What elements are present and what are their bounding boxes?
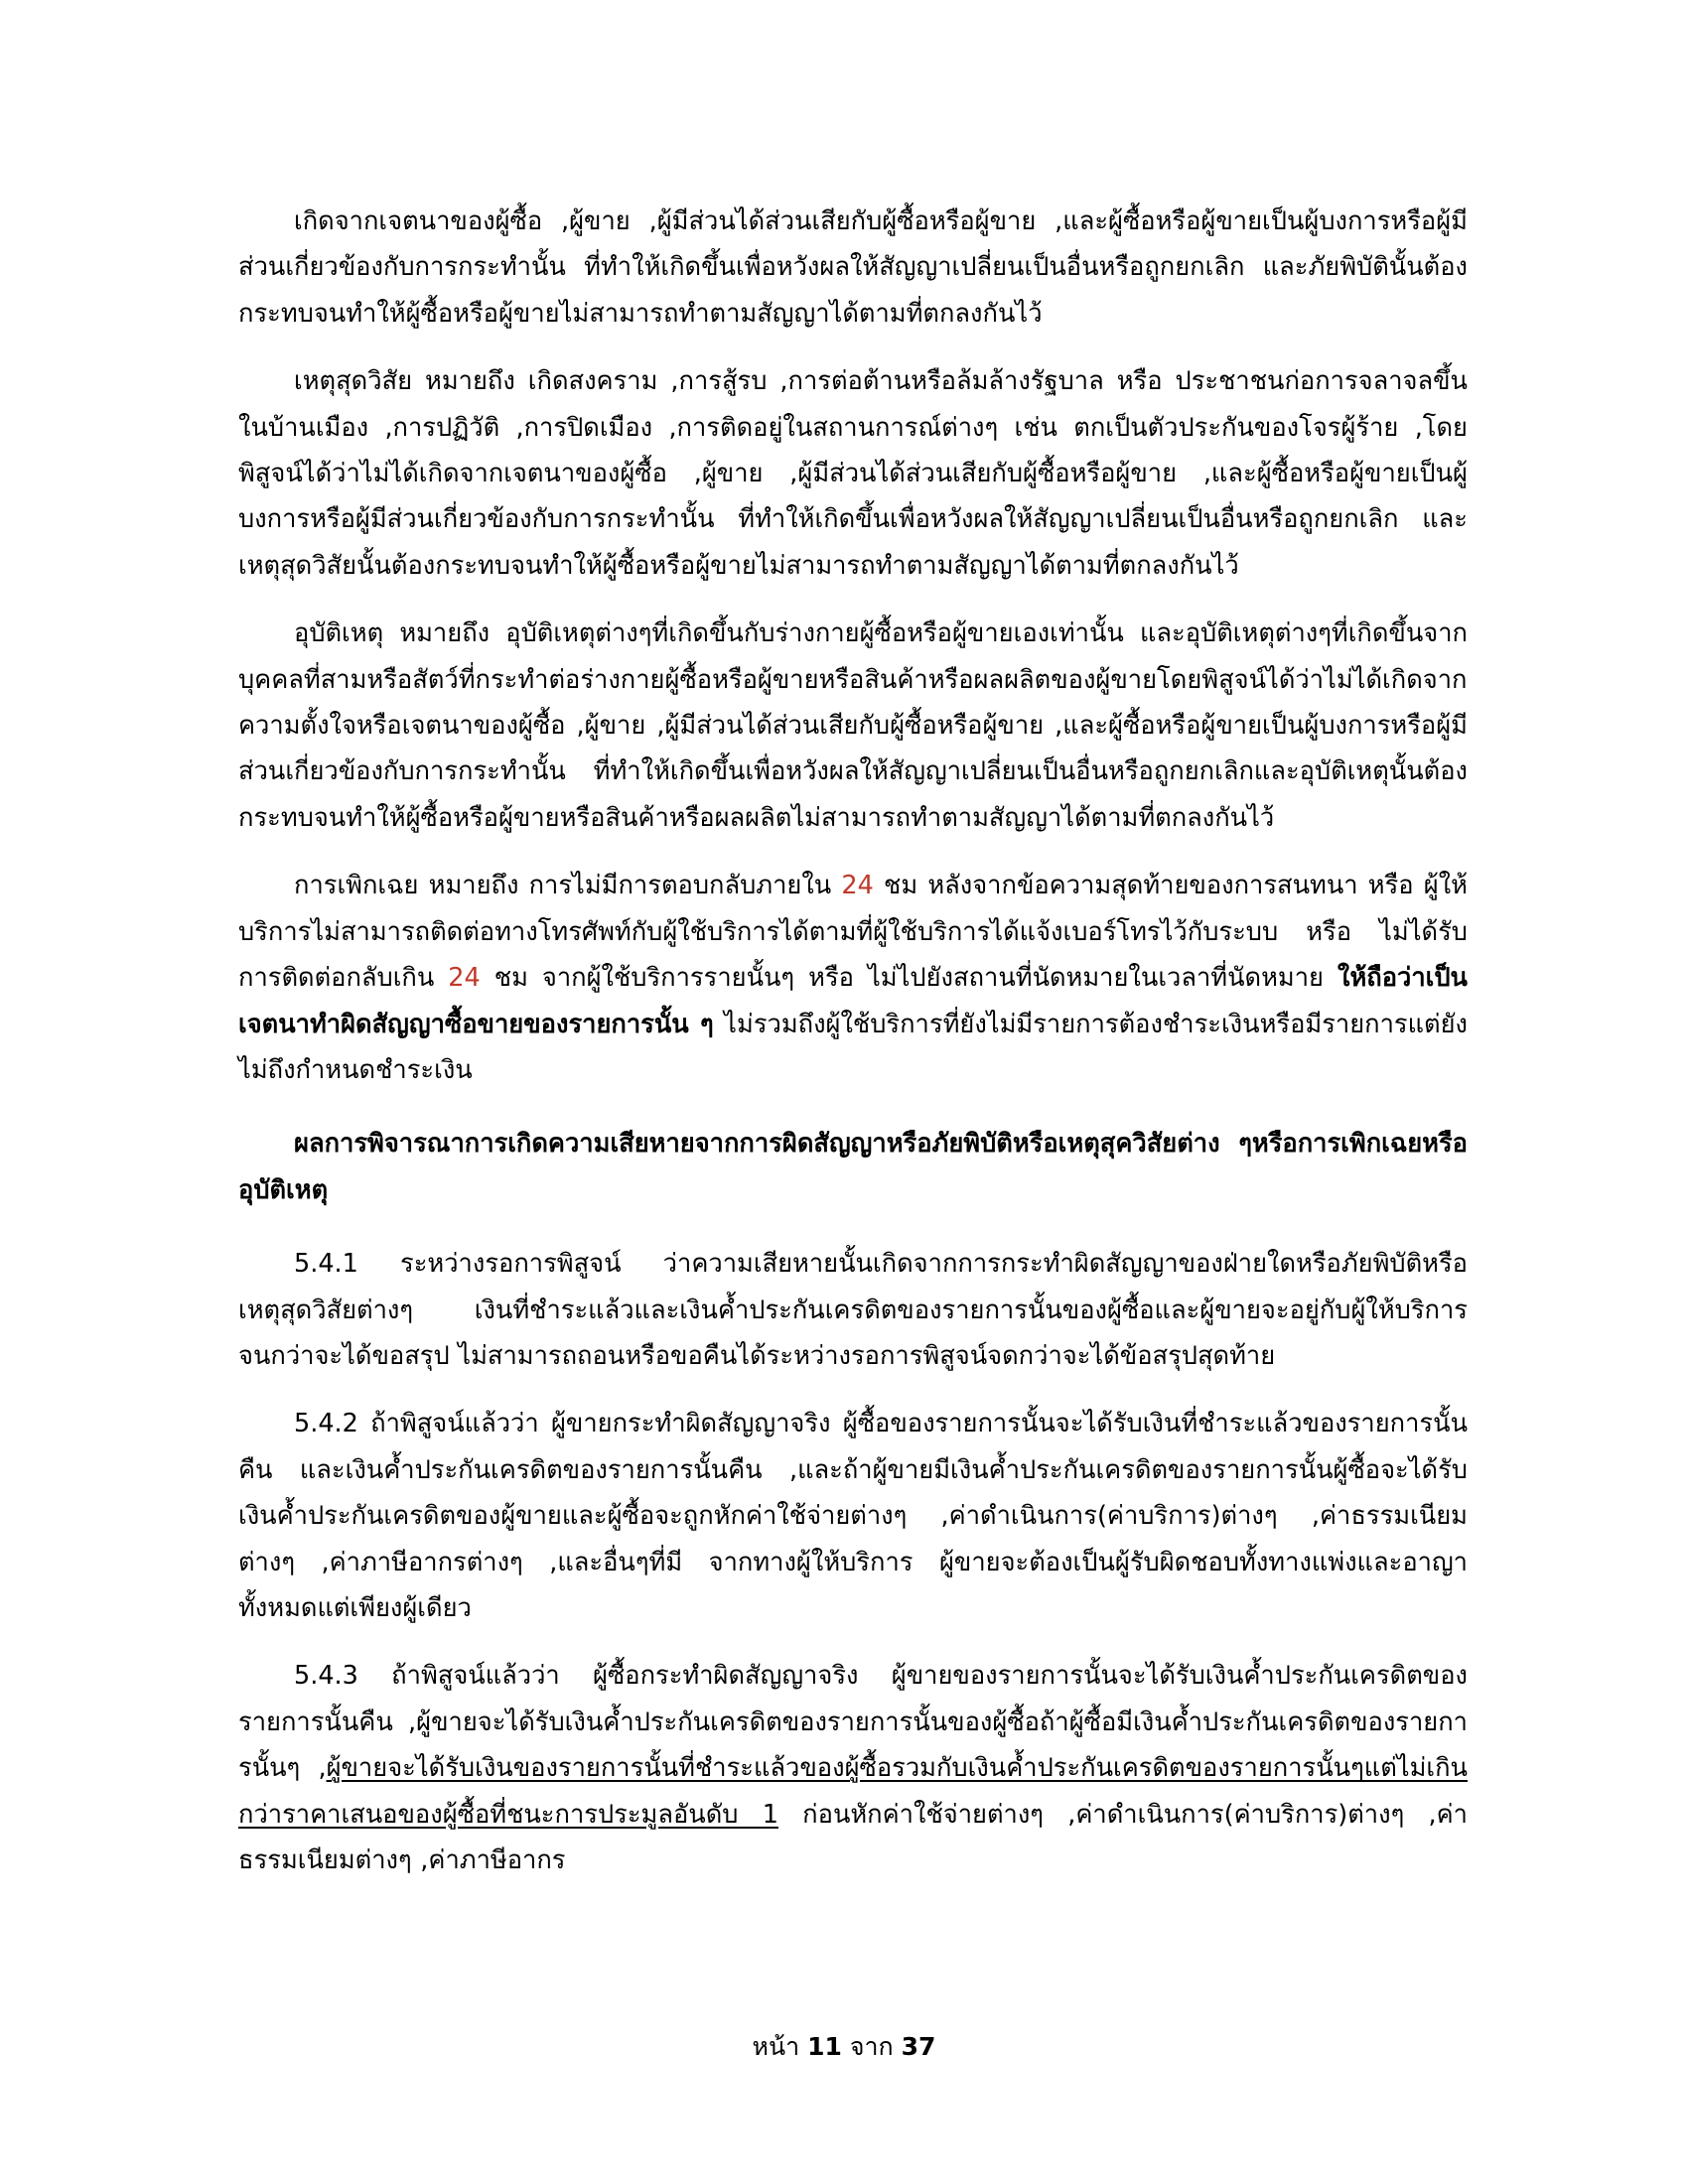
paragraph-accident: อุบัติเหตุ หมายถึง อุบัติเหตุต่างๆที่เกิดขึ้นกับร่างกายผู้ซื้อหรือผู้ขายเองเท่านั้น และอุบัติเหตุต่างๆที่เกิดขึ้นจากบุคคลที่สามหรือสัตว์ที่กระทำต่อร่างกายผู้ซื้อหรือผู้ขายหรือสินค้าหรือผลผลิตของผู้ขายโดยพิสูจน์ได้ว่าไม่ได้เกิดจากความตั้งใจหรือเจตนาของผู้ซื้อ ,ผู้ขาย ,ผู้มีส่วนได้ส่วนเสียกับผู้ซื้อหรือผู้ขาย ,และผู้ซื้อหรือผู้ขายเป็นผู้บงการหรือผู้มีส่วนเกี่ยวข้องกับการกระทำนั้น ที่ทำให้เกิดขึ้นเพื่อหวังผลให้สัญญาเปลี่ยนเป็นอื่นหรือถูกยกเลิกและอุบัติเหตุนั้นต้องกระทบจนทำให้ผู้ซื้อหรือผู้ขายหรือสินค้าหรือผลผลิตไม่สามารถทำตามสัญญาได้ตามที่ตกลงกันไว้ [238,618,1468,833]
page-footer [0,2027,1688,2067]
clause-5-4-3 [238,1653,1468,1883]
paragraph-force-majeure: เหตุสุดวิสัย หมายถึง เกิดสงคราม ,การสู้รบ ,การต่อต้านหรือล้มล้างรัฐบาล หรือ ประชาชนก่อการจลาจลขึ้นในบ้านเมือง ,การปฏิวัติ ,การปิดเมือง ,การติดอยู่ในสถานการณ์ต่างๆ เช่น ตกเป็นตัวประกันของโจรผู้ร้าย ,โดยพิสูจน์ได้ว่าไม่ได้เกิดจากเจตนาของผู้ซื้อ ,ผู้ขาย ,ผู้มีส่วนได้ส่วนเสียกับผู้ซื้อหรือผู้ขาย ,และผู้ซื้อหรือผู้ขายเป็นผู้บงการหรือผู้มีส่วนเกี่ยวข้องกับการกระทำนั้น ที่ทำให้เกิดขึ้นเพื่อหวังผลให้สัญญาเปลี่ยนเป็นอื่นหรือถูกยกเลิก และเหตุสุดวิสัยนั้นต้องกระทบจนทำให้ผู้ซื้อหรือผู้ขายไม่สามารถทำตามสัญญาได้ตามที่ตกลงกันไว้ [238,366,1468,581]
segment-text: ก่อนหักค่าใช้จ่ายต่างๆ ,ค่าดำเนินการ(ค่าบริการ)ต่างๆ ,ค่าธรรมเนียมต่างๆ ,ค่าภาษีอากร [238,1799,1468,1875]
paragraph-negligence [238,863,1468,1093]
paragraph-spacer [238,1637,1468,1653]
segment-text: ชม จากผู้ใช้บริการรายนั้นๆ หรือ ไม่ไปยังสถานที่นัดหมายในเวลาที่นัดหมาย [480,963,1337,994]
section-spacer [238,1219,1468,1241]
section-heading: ผลการพิจารณาการเกิดความเสียหายจากการผิดสัญญาหรือภัยพิบัติหรือเหตุสุควิสัยต่าง ๆหรือการเพิกเฉยหรืออุบัติเหตุ [238,1129,1468,1205]
paragraph-spacer [238,1385,1468,1401]
footer-prefix: หน้า [752,2032,800,2061]
segment-underlined: ผู้ขายจะได้รับเงินของรายการนั้นที่ชำระแล้วของผู้ซื้อรวมกับเงินค้ำประกันเครดิตของรายการนั้นๆแต่ไม่เกินกว่าราคาเสนอของผู้ซื้อที่ชนะการประมูลอันดับ 1 [238,1753,1468,1830]
paragraph-continuation: เกิดจากเจตนาของผู้ซื้อ ,ผู้ขาย ,ผู้มีส่วนได้ส่วนเสียกับผู้ซื้อหรือผู้ขาย ,และผู้ซื้อหรือผู้ขายเป็นผู้บงการหรือผู้มีส่วนเกี่ยวข้องกับการกระทำนั้น ที่ทำให้เกิดขึ้นเพื่อหวังผลให้สัญญาเปลี่ยนเป็นอื่นหรือถูกยกเลิก และภัยพิบัตินั้นต้องกระทบจนทำให้ผู้ซื้อหรือผู้ขายไม่สามารถทำตามสัญญาได้ตามที่ตกลงกันไว้ [238,206,1468,329]
clause-5-4-2: 5.4.2 ถ้าพิสูจน์แล้วว่า ผู้ขายกระทำผิดสัญญาจริง ผู้ซื้อของรายการนั้นจะได้รับเงินที่ชำระแล้วของรายการนั้นคืน และเงินค้ำประกันเครดิตของรายการนั้นคืน ,และถ้าผู้ขายมีเงินค้ำประกันเครดิตของรายการนั้นผู้ซื้อจะได้รับเงินค้ำประกันเครดิตของผู้ขายและผู้ซื้อจะถูกหักค่าใช้จ่ายต่างๆ ,ค่าดำเนินการ(ค่าบริการ)ต่างๆ ,ค่าธรรมเนียมต่างๆ ,ค่าภาษีอากรต่างๆ ,และอื่นๆที่มี จากทางผู้ให้บริการ ผู้ขายจะต้องเป็นผู้รับผิดชอบทั้งทางแพ่งและอาญาทั้งหมดแต่เพียงผู้เดียว [238,1409,1468,1623]
segment-text: ชม หลังจากข้อความสุดท้ายของการสนทนา หรือ ผู้ให้บริการไม่สามารถติดต่อทางโทรศัพท์กับผู้ใช้บริการได้ตามที่ผู้ใช้บริการได้แจ้งเบอร์โทรไว้กับระบบ หรือ ไม่ได้รับการติดต่อกลับเกิน [238,871,1468,994]
paragraph-spacer [238,595,1468,611]
clause-5-4-1: 5.4.1 ระหว่างรอการพิสูจน์ ว่าความเสียหายนั้นเกิดจากการกระทำผิดสัญญาของฝ่ายใดหรือภัยพิบัติหรือเหตุสุดวิสัยต่างๆ เงินที่ชำระแล้วและเงินค้ำประกันเครดิตของรายการนั้นของผู้ซื้อและผู้ขายจะอยู่กับผู้ให้บริการจนกว่าจะได้ขอสรุป ไม่สามารถถอนหรือขอคืนได้ระหว่างรอการพิสูจน์จดกว่าจะได้ข้อสรุปสุดท้าย [238,1249,1468,1371]
segment-hours-24: 24 [448,963,481,994]
paragraph-spacer [238,847,1468,863]
section-spacer [238,1099,1468,1121]
segment-text: 5.4.3 ถ้าพิสูจน์แล้วว่า ผู้ซื้อกระทำผิดสัญญาจริง ผู้ขายของรายการนั้นจะได้รับเงินค้ำประกันเครดิตของรายการนั้นคืน ,ผู้ขายจะได้รับเงินค้ำประกันเครดิตของรายการนั้นของผู้ซื้อถ้าผู้ซื้อมีเงินค้ำประกันเครดิตของรายการนั้นๆ , [238,1661,1468,1784]
footer-total-pages: 37 [901,2032,936,2061]
segment-text: การเพิกเฉย หมายถึง การไม่มีการตอบกลับภายใน [294,871,842,901]
document-body [238,199,1468,1883]
segment-hours-24: 24 [841,871,874,901]
footer-middle: จาก [849,2032,894,2061]
paragraph-spacer [238,342,1468,358]
footer-page-number: 11 [807,2032,842,2061]
segment-bold-emphasis: ให้ถือว่าเป็นเจตนาทำผิดสัญญาซื้อขายของรายการนั้น ๆ [238,963,1468,1039]
segment-text: ไม่รวมถึงผู้ใช้บริการที่ยังไม่มีรายการต้องชำระเงินหรือมีรายการแต่ยังไม่ถึงกำหนดชำระเงิน [238,1009,1468,1085]
